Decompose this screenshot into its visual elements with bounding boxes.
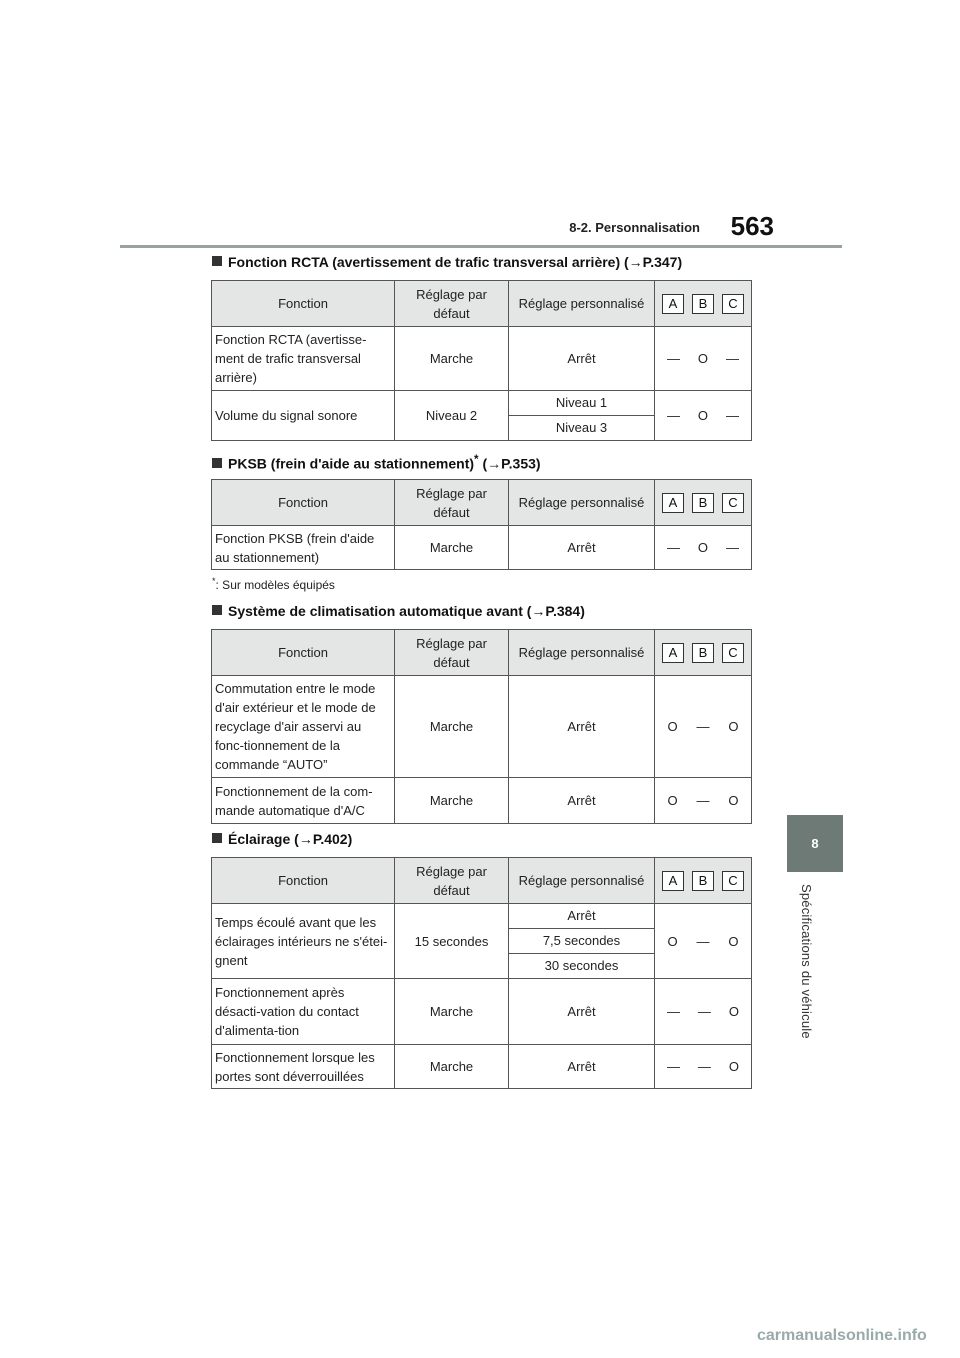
cell-perso: Arrêt xyxy=(509,979,655,1045)
table-row xyxy=(212,327,752,391)
column-b-box: B xyxy=(692,493,714,513)
mark-a: — xyxy=(666,408,680,423)
mark-b: O xyxy=(697,408,709,423)
table-header-row xyxy=(212,858,752,904)
mark-a: — xyxy=(666,351,680,366)
mark-b: — xyxy=(696,793,710,808)
cell-abc xyxy=(655,676,752,778)
table-header-row xyxy=(212,480,752,526)
mark-a: — xyxy=(666,1004,680,1019)
mark-c: O xyxy=(728,1004,739,1019)
cell-fonction: Volume du signal sonore xyxy=(212,391,395,441)
table-climatisation xyxy=(211,629,752,824)
cell-perso: Arrêt xyxy=(509,327,655,391)
cell-defaut: Marche xyxy=(395,979,509,1045)
header-rule xyxy=(120,245,842,248)
column-b-box: B xyxy=(692,643,714,663)
header-perso: Réglage personnalisé xyxy=(509,480,655,526)
mark-b: — xyxy=(696,933,710,949)
table-eclairage xyxy=(211,857,752,1089)
cell-defaut: Marche xyxy=(395,327,509,391)
header-perso: Réglage personnalisé xyxy=(509,858,655,904)
header-fonction: Fonction xyxy=(212,480,395,526)
cell-defaut: Marche xyxy=(395,526,509,570)
mark-a: O xyxy=(667,719,678,734)
cell-fonction: Fonctionnement après désacti-vation du contact d'alimenta-tion xyxy=(212,979,395,1045)
column-a-box: A xyxy=(662,294,684,314)
cell-perso xyxy=(509,904,655,979)
page-header xyxy=(120,208,842,248)
mark-b: — xyxy=(697,1059,711,1074)
section-title-text: PKSB (frein d'aide au stationnement) xyxy=(228,455,475,472)
column-b-box: B xyxy=(692,294,714,314)
footnote-mark: * xyxy=(474,453,479,466)
bullet-square-icon xyxy=(212,605,222,615)
cell-fonction: Fonctionnement lorsque les portes sont déverrouillées xyxy=(212,1045,395,1089)
mark-c: — xyxy=(726,540,739,555)
mark-a: — xyxy=(666,1059,680,1074)
header-abc xyxy=(655,480,752,526)
watermark: carmanualsonline.info xyxy=(757,1327,927,1344)
cell-perso: Arrêt xyxy=(509,1045,655,1089)
mark-c: — xyxy=(726,408,739,423)
cell-abc xyxy=(655,391,752,441)
column-b-box: B xyxy=(692,871,714,891)
mark-c: O xyxy=(728,719,739,734)
cell-fonction: Fonction RCTA (avertisse-ment de trafic transversal arrière) xyxy=(212,327,395,391)
cell-abc xyxy=(655,979,752,1045)
perso-option: Arrêt xyxy=(509,904,654,929)
cell-perso: Arrêt xyxy=(509,526,655,570)
mark-a: O xyxy=(667,793,678,808)
cell-defaut: 15 secondes xyxy=(395,904,509,979)
cell-abc xyxy=(655,778,752,824)
table-header-row xyxy=(212,281,752,327)
table-pksb xyxy=(211,479,752,570)
page-number: 563 xyxy=(730,211,774,241)
section-title-climatisation xyxy=(212,603,585,619)
section-title-text: Éclairage (→P.402) xyxy=(228,831,353,847)
mark-b: — xyxy=(697,1004,711,1019)
header-perso: Réglage personnalisé xyxy=(509,630,655,676)
table-row xyxy=(212,391,752,441)
section-title-text: Système de climatisation automatique avant (→P.384) xyxy=(228,603,585,619)
table-header-row xyxy=(212,630,752,676)
header-defaut: Réglage par défaut xyxy=(395,480,509,526)
table-row xyxy=(212,778,752,824)
column-a-box: A xyxy=(662,493,684,513)
header-fonction: Fonction xyxy=(212,281,395,327)
column-a-box: A xyxy=(662,643,684,663)
cell-abc xyxy=(655,904,752,979)
table-row xyxy=(212,904,752,979)
table-row xyxy=(212,526,752,570)
cell-perso: Arrêt xyxy=(509,676,655,778)
cell-abc xyxy=(655,1045,752,1089)
mark-b: O xyxy=(697,540,709,555)
cell-fonction: Temps écoulé avant que les éclairages intérieurs ne s'étei-gnent xyxy=(212,904,395,979)
mark-c: O xyxy=(728,793,739,808)
cell-defaut: Marche xyxy=(395,676,509,778)
perso-option: 7,5 secondes xyxy=(509,929,654,954)
table-row xyxy=(212,1045,752,1089)
footnote xyxy=(212,576,335,592)
header-perso: Réglage personnalisé xyxy=(509,281,655,327)
header-defaut: Réglage par défaut xyxy=(395,281,509,327)
column-c-box: C xyxy=(722,871,744,891)
section-label: 8-2. Personnalisation xyxy=(569,220,700,235)
perso-option: Niveau 3 xyxy=(555,420,608,435)
header-abc xyxy=(655,281,752,327)
column-c-box: C xyxy=(722,294,744,314)
header-fonction: Fonction xyxy=(212,858,395,904)
bullet-square-icon xyxy=(212,458,222,468)
cell-abc xyxy=(655,327,752,391)
table-rcta xyxy=(211,280,752,441)
cell-defaut: Marche xyxy=(395,778,509,824)
table-row xyxy=(212,979,752,1045)
cell-fonction: Commutation entre le mode d'air extérieur et le mode de recyclage d'air asservi au fonc-tionnement de la commande “AUTO” xyxy=(212,676,395,778)
cell-fonction: Fonction PKSB (frein d'aide au stationnement) xyxy=(212,526,395,570)
section-title-pksb xyxy=(212,453,541,472)
mark-b: — xyxy=(696,719,710,734)
mark-a: — xyxy=(666,540,680,555)
mark-b: O xyxy=(697,351,709,366)
header-fonction: Fonction xyxy=(212,630,395,676)
cell-defaut: Niveau 2 xyxy=(395,391,509,441)
header-defaut: Réglage par défaut xyxy=(395,858,509,904)
mark-c: — xyxy=(726,351,739,366)
cell-perso xyxy=(509,391,655,441)
header-abc xyxy=(655,858,752,904)
cell-abc xyxy=(655,526,752,570)
footnote-mark: * xyxy=(212,576,216,586)
section-title-ref: (→P.353) xyxy=(482,455,541,472)
perso-option: 30 secondes xyxy=(544,958,619,973)
footnote-text: : Sur modèles équipés xyxy=(215,578,335,592)
column-c-box: C xyxy=(722,493,744,513)
bullet-square-icon xyxy=(212,833,222,843)
header-defaut: Réglage par défaut xyxy=(395,630,509,676)
chapter-title: Spécifications du véhicule xyxy=(799,884,814,1039)
bullet-square-icon xyxy=(212,256,222,266)
mark-c: O xyxy=(728,933,739,949)
mark-c: O xyxy=(728,1059,739,1074)
section-title-rcta xyxy=(212,254,682,270)
mark-a: O xyxy=(667,933,678,949)
header-abc xyxy=(655,630,752,676)
column-a-box: A xyxy=(662,871,684,891)
column-c-box: C xyxy=(722,643,744,663)
cell-fonction: Fonctionnement de la com-mande automatique d'A/C xyxy=(212,778,395,824)
perso-option: Niveau 1 xyxy=(509,391,654,416)
section-title-text: Fonction RCTA (avertissement de trafic transversal arrière) (→P.347) xyxy=(228,254,683,270)
cell-defaut: Marche xyxy=(395,1045,509,1089)
cell-perso: Arrêt xyxy=(509,778,655,824)
chapter-tab: 8 xyxy=(787,815,843,872)
section-title-eclairage xyxy=(212,831,352,847)
table-row xyxy=(212,676,752,778)
